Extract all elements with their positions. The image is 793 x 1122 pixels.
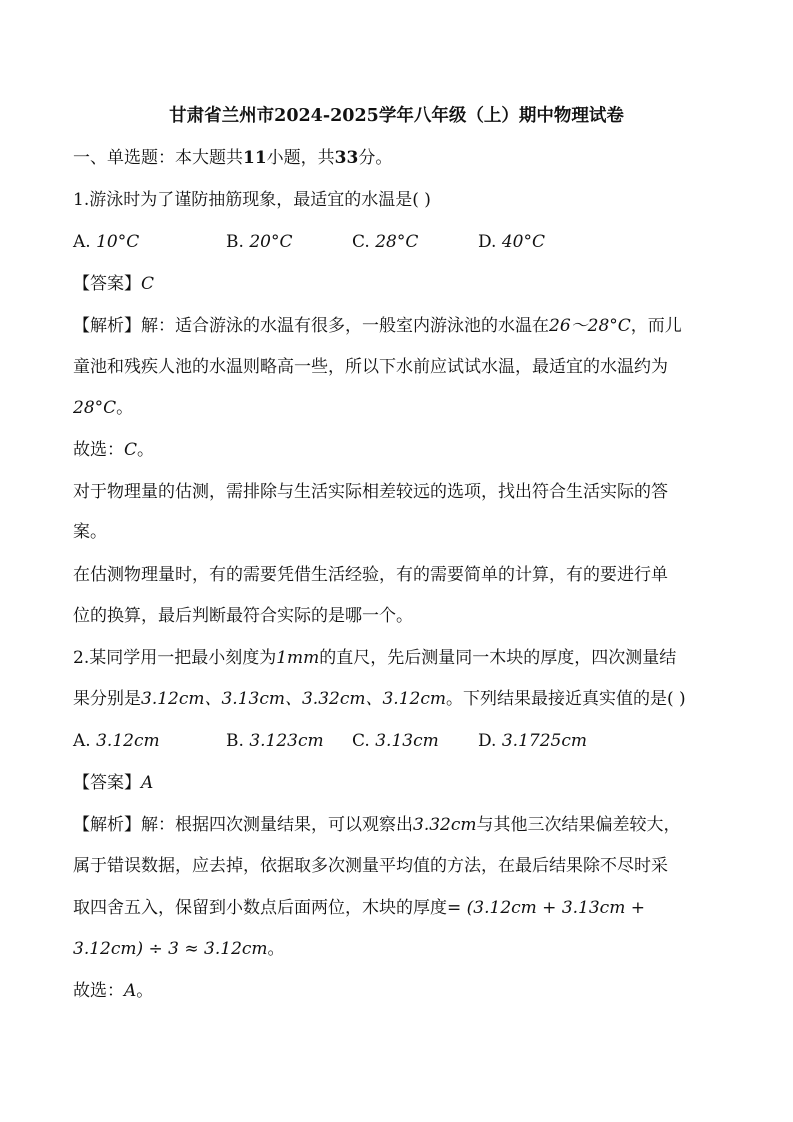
q2-analysis-line-4 [73,937,723,961]
q1-option-b [226,230,292,254]
text: 。 [137,440,155,460]
q2-analysis-line-2: 属于错误数据，应去掉，依据取多次测量平均值的方法，在最后结果除不尽时采 [73,856,668,876]
math: 3.12cm) ÷ 3 ≈ 3.12cm [73,939,268,959]
option-label: B. [226,232,250,252]
math: A [124,981,137,1001]
question-count: 11 [243,148,267,168]
section-heading [73,146,723,170]
q2-analysis-line-3 [73,896,723,920]
section-prefix: 一、单选题：本大题共 [73,148,243,168]
text: 。 [267,939,285,959]
q1-analysis-line-1 [73,314,723,338]
answer-value: A [141,773,154,793]
q2-option-d [478,729,587,753]
q1-note-1-line-1: 对于物理量的估测，需排除与生活实际相差较远的选项，找出符合生活实际的答 [73,482,668,502]
question-2-stem-line-1 [73,646,723,670]
answer-label: 【答案】 [73,773,141,793]
text: 的直尺，先后测量同一木块的厚度，四次测量结 [319,648,677,668]
q2-option-c [352,729,439,753]
option-label: C. [352,731,376,751]
q1-answer [73,272,723,296]
math: 26～28°C [549,316,631,336]
q1-analysis-line-3 [73,396,723,420]
option-value: 28°C [375,232,419,252]
option-value: 3.1725cm [501,731,587,751]
text: 2.某同学用一把最小刻度为 [73,648,277,668]
text: 果分别是 [73,689,141,709]
text: 故选： [73,440,124,460]
q2-option-a [73,729,160,753]
text: 。 [116,398,134,418]
q1-choice [73,438,723,462]
math: 28°C [73,398,117,418]
option-label: B. [226,731,250,751]
q1-option-c [352,230,418,254]
answer-label: 【答案】 [73,274,141,294]
math: 3.12cm、3.13cm、3.32cm、3.12cm [141,689,446,709]
q1-note-1-line-2: 案。 [73,522,107,542]
q1-analysis-line-2: 童池和残疾人池的水温则略高一些，所以下水前应试试水温，最适宜的水温约为 [73,357,668,377]
text: 故选： [73,981,124,1001]
option-label: D. [478,731,502,751]
option-value: 20°C [249,232,293,252]
text: 与其他三次结果偏差较大， [476,815,681,835]
math: = (3.12cm + 3.13cm + [447,898,645,918]
section-mid: 小题，共 [266,148,335,168]
q2-option-b [226,729,324,753]
option-value: 3.12cm [96,731,160,751]
q1-option-a [73,230,139,254]
option-value: 3.13cm [375,731,439,751]
option-label: D. [478,232,502,252]
question-2-stem-line-2 [73,687,723,711]
q1-note-2-line-1: 在估测物理量时，有的需要凭借生活经验，有的需要简单的计算，有的要进行单 [73,565,668,585]
option-label: A. [73,232,97,252]
text: 【解析】解：适合游泳的水温有很多，一般室内游泳池的水温在 [73,316,549,336]
total-score: 33 [334,148,359,168]
q2-analysis-line-1 [73,813,723,837]
answer-value: C [141,274,155,294]
section-suffix: 分。 [358,148,393,168]
question-1-stem: 1.游泳时为了谨防抽筋现象，最适宜的水温是( ) [73,190,431,210]
text: ，而儿 [630,316,682,336]
text: 。下列结果最接近真实值的是( ) [445,689,686,709]
math: C [124,440,138,460]
option-label: C. [352,232,376,252]
q1-option-d [478,230,545,254]
q1-note-2-line-2: 位的换算，最后判断最符合实际的是哪一个。 [73,606,413,626]
math: 1mm [276,648,320,668]
math: 3.32cm [413,815,477,835]
option-value: 10°C [96,232,140,252]
text: 。 [136,981,154,1001]
option-label: A. [73,731,97,751]
q2-answer [73,771,723,795]
option-value: 3.123cm [249,731,324,751]
option-value: 40°C [501,232,545,252]
exam-title: 甘肃省兰州市2024-2025学年八年级（上）期中物理试卷 [169,106,624,126]
q2-choice [73,979,723,1003]
text: 取四舍五入，保留到小数点后面两位，木块的厚度 [73,898,447,918]
text: 【解析】解：根据四次测量结果，可以观察出 [73,815,413,835]
